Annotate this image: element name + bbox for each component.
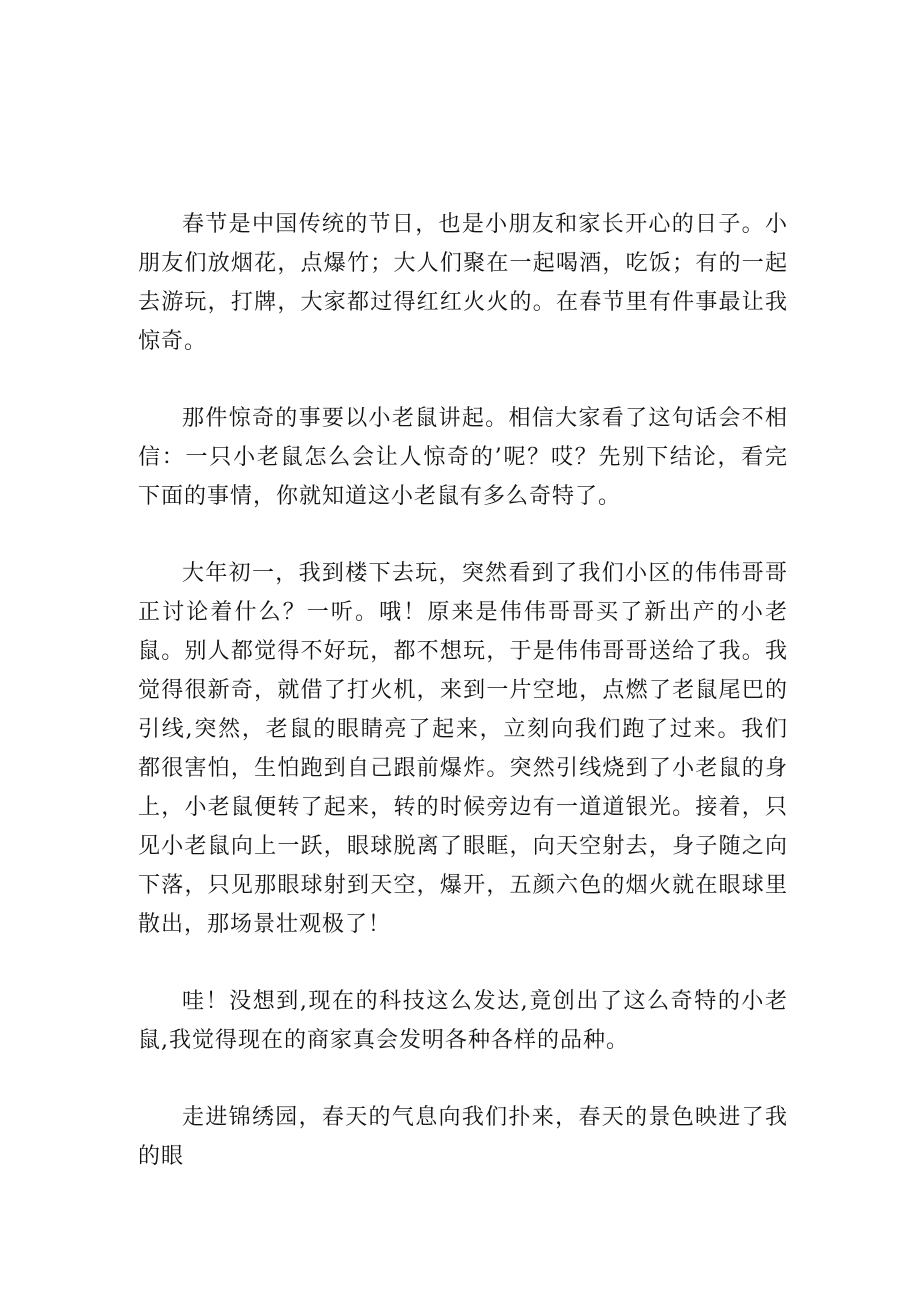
document-body — [138, 205, 788, 1176]
paragraph-new-year-day: 大年初一，我到楼下去玩，突然看到了我们小区的伟伟哥哥正讨论着什么？一听。哦！原来是伟伟哥哥买了新出产的小老鼠。别人都觉得不好玩，都不想玩，于是伟伟哥哥送给了我。我觉得很新奇，就借了打火机，来到一片空地，点燃了老鼠尾巴的引线,突然，老鼠的眼睛亮了起来，立刻向我们跑了过来。我们都很害怕，生怕跑到自己跟前爆炸。突然引线烧到了小老鼠的身上，小老鼠便转了起来，转的时候旁边有一道道银光。接着，只见小老鼠向上一跃，眼球脱离了眼眶，向天空射去，身子随之向下落，只见那眼球射到天空，爆开，五颜六色的烟火就在眼球里散出，那场景壮观极了！ — [138, 561, 788, 937]
paragraph-spring-festival: 春节是中国传统的节日，也是小朋友和家长开心的日子。小朋友们放烟花，点爆竹；大人们聚在一起喝酒，吃饭；有的一起去游玩，打牌，大家都过得红红火火的。在春节里有件事最让我惊奇。 — [138, 212, 788, 354]
paragraph-little-mouse-intro: 那件惊奇的事要以小老鼠讲起。相信大家看了这句话会不相信：一只小老鼠怎么会让人惊奇的’呢？哎？先别下结论，看完下面的事情，你就知道这小老鼠有多么奇特了。 — [138, 406, 788, 509]
paragraph-jinxiu-garden: 走进锦绣园，春天的气息向我们扑来，春天的景色映进了我的眼 — [138, 1105, 788, 1169]
paragraph-technology: 哇！没想到,现在的科技这么发达,竟创出了这么奇特的小老鼠,我觉得现在的商家真会发明各种各样的品种。 — [138, 989, 788, 1053]
